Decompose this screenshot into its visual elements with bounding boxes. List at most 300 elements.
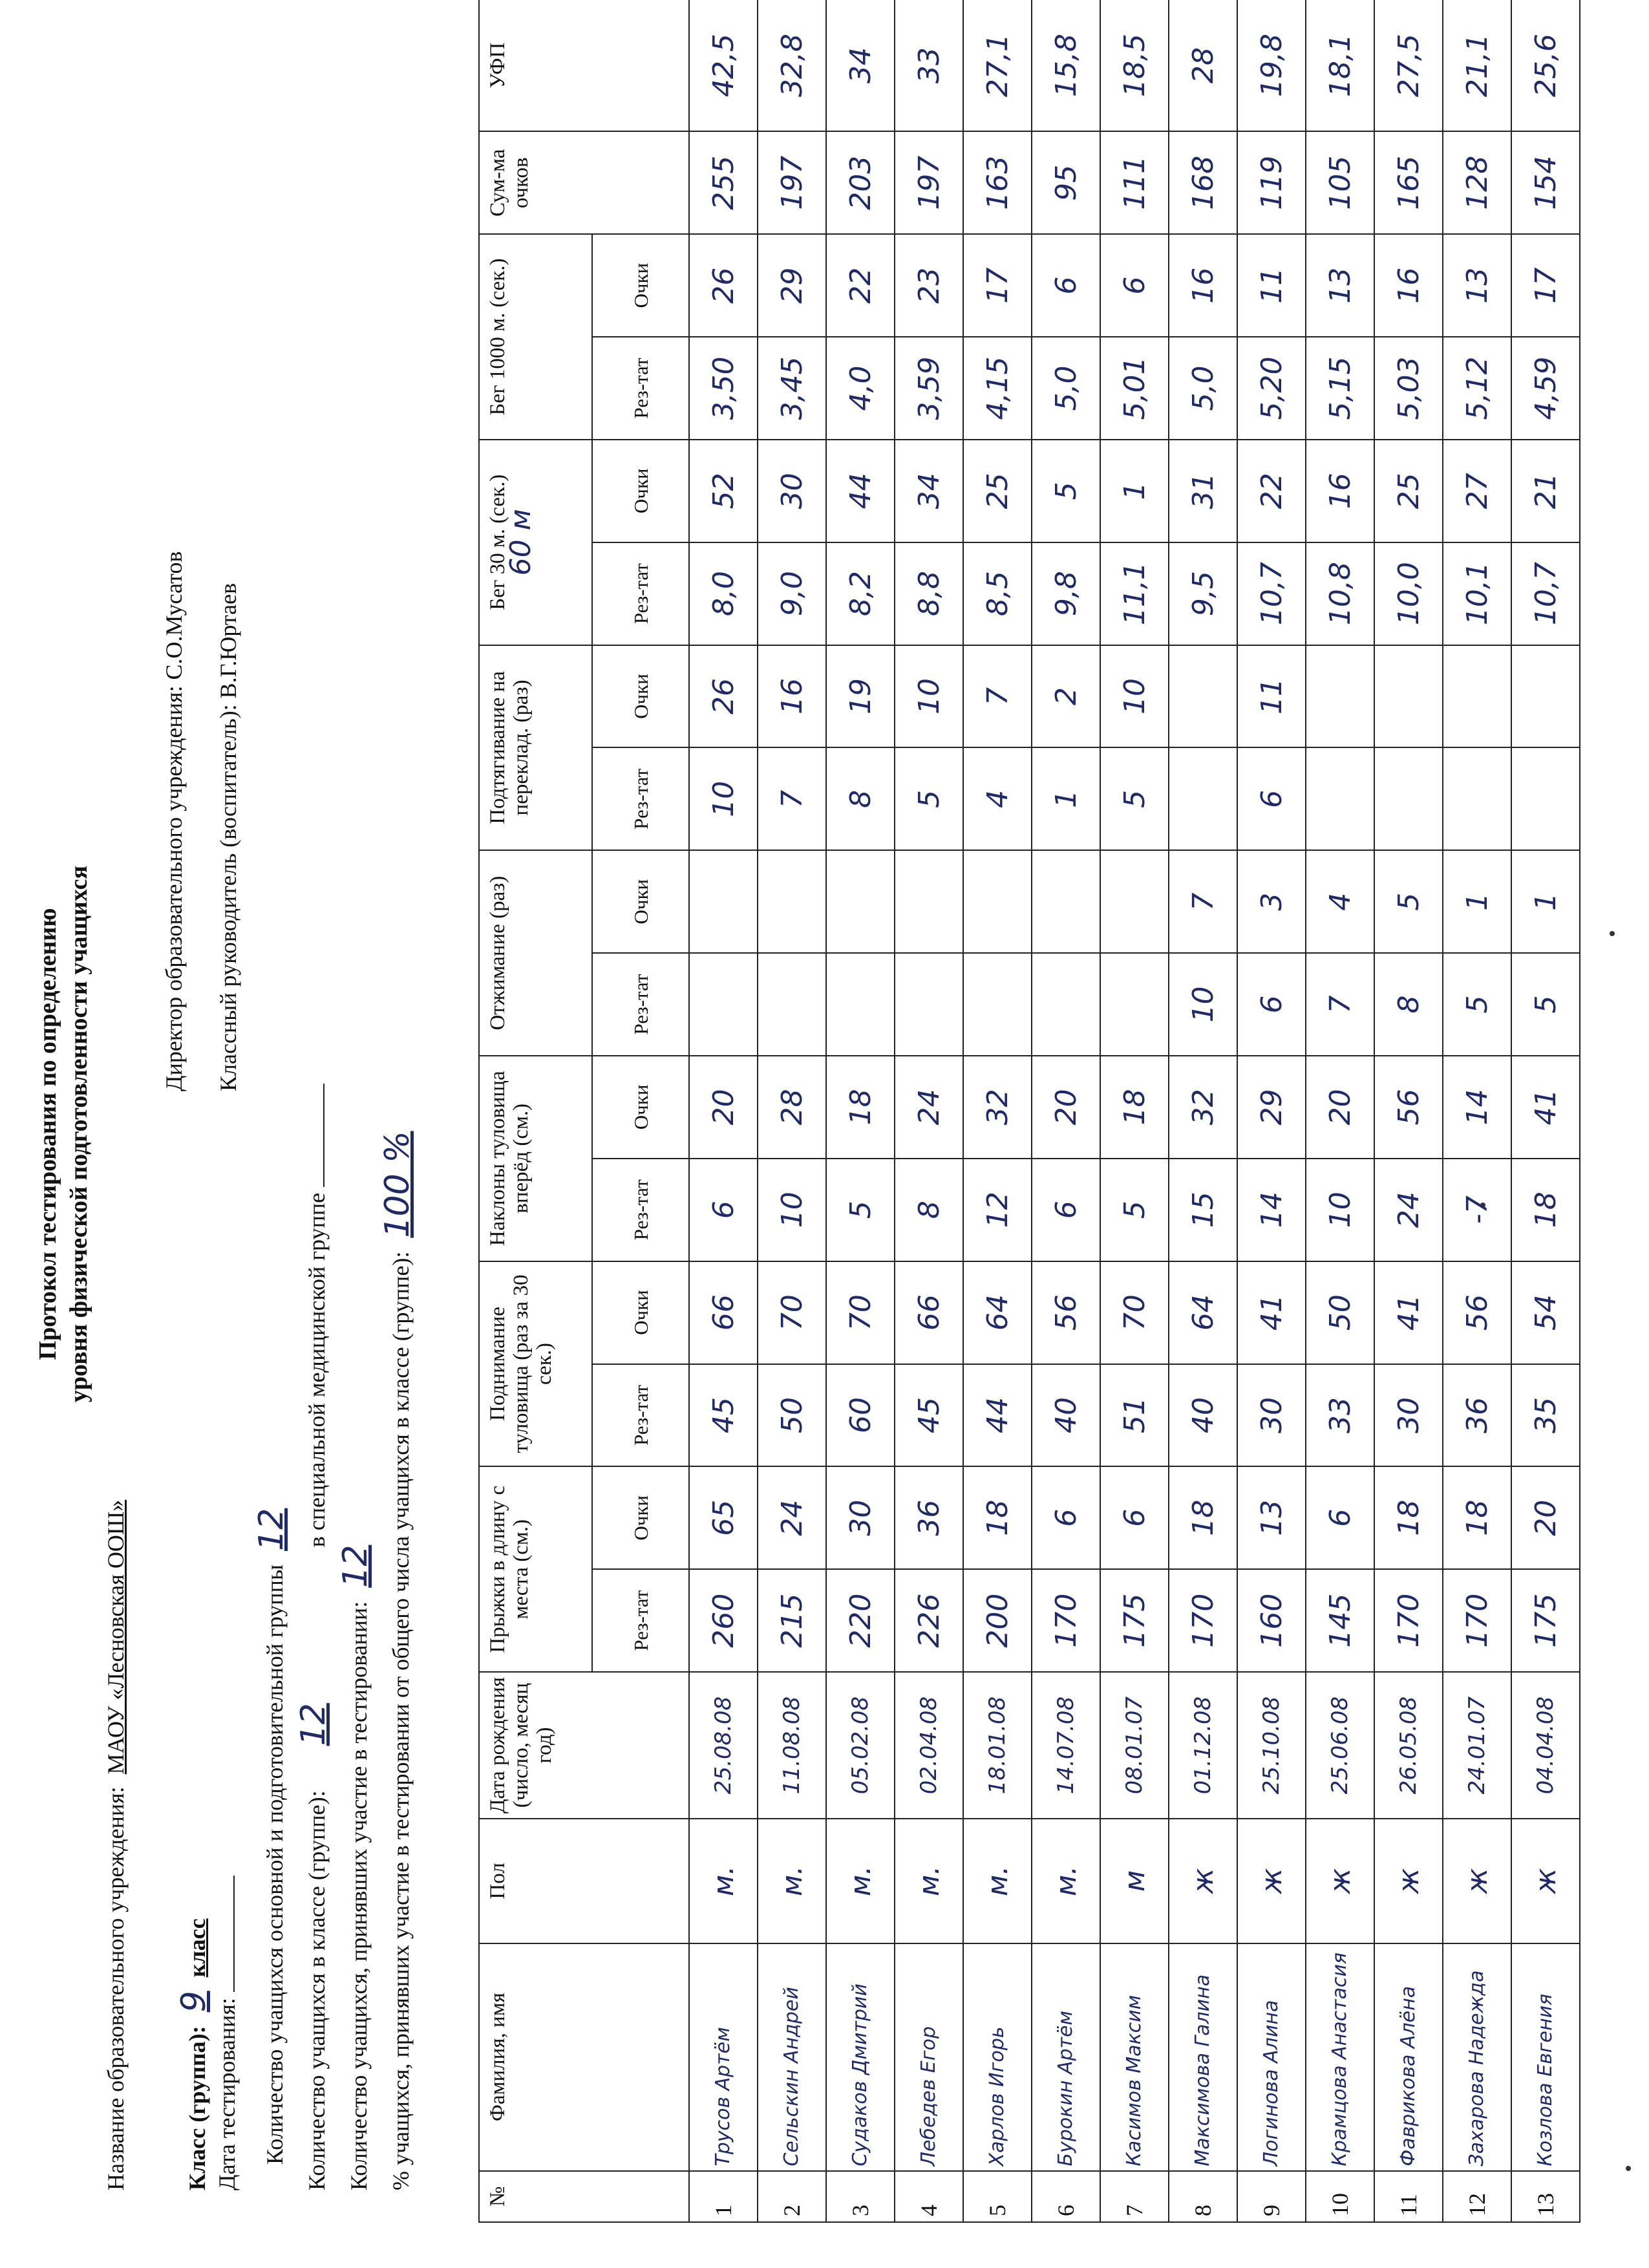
student-sex: ж [1443,1819,1511,1943]
count-class-line [294,1084,333,2190]
run1000-points: 13 [1443,234,1511,337]
subheader-result: Рез-тат [592,1364,689,1467]
pullups-result [1374,747,1443,850]
pushups-points: 1 [1511,850,1580,953]
bend-result: 6 [689,1159,758,1261]
run30-result: 9,0 [758,542,826,645]
birth-date: 04.04.08 [1511,1672,1580,1819]
jump-result: 170 [1443,1569,1511,1672]
bend-result: 24 [1374,1159,1443,1261]
jump-points: 6 [1032,1466,1100,1569]
count-main-label: Количество учащихся основной и подготовительной группы [262,1564,288,2165]
row-number: 7 [1100,2171,1169,2222]
run1000-result: 5,15 [1306,337,1374,440]
bend-result: 12 [963,1159,1032,1261]
run30-points: 52 [689,440,758,542]
situps-points: 70 [758,1261,826,1364]
jump-result: 226 [895,1569,963,1672]
situps-result: 33 [1306,1364,1374,1467]
run1000-points: 11 [1237,234,1306,337]
situps-points: 70 [826,1261,895,1364]
student-name: Бурокин Артём [1032,1943,1100,2171]
jump-points: 18 [1169,1466,1237,1569]
run1000-points: 23 [895,234,963,337]
pullups-result [1443,747,1511,850]
total-points: 128 [1443,131,1511,234]
teacher-line: Классный руководитель (воспитатель): В.Г.Юртаев [215,583,241,1091]
run30-points: 25 [963,440,1032,542]
run1000-result: 4,59 [1511,337,1580,440]
pushups-result: 7 [1306,953,1374,1056]
pullups-result [1169,747,1237,850]
total-points: 197 [758,131,826,234]
run30-result: 8,2 [826,542,895,645]
situps-points: 41 [1374,1261,1443,1364]
pushups-points [1032,850,1100,953]
ufp-value: 28 [1169,0,1237,131]
jump-points: 18 [1443,1466,1511,1569]
jump-result: 170 [1032,1569,1100,1672]
birth-date: 26.05.08 [1374,1672,1443,1819]
student-name: Лебедев Егор [895,1943,963,2171]
header-pushups: Отжимание (раз) [479,850,592,1056]
run1000-result: 5,20 [1237,337,1306,440]
subheader-result: Рез-тат [592,953,689,1056]
ufp-value: 34 [826,0,895,131]
run30-points: 44 [826,440,895,542]
pullups-points [1169,645,1237,748]
pullups-result: 10 [689,747,758,850]
pullups-result: 5 [1100,747,1169,850]
jump-result: 175 [1511,1569,1580,1672]
bend-points: 41 [1511,1056,1580,1159]
student-name: Козлова Евгения [1511,1943,1580,2171]
run30-points: 27 [1443,440,1511,542]
run30-result: 10,7 [1237,542,1306,645]
bend-result: -7 [1443,1159,1511,1261]
ufp-value: 32,8 [758,0,826,131]
situps-points: 50 [1306,1261,1374,1364]
table-row [1374,0,1443,2222]
run30-result: 10,1 [1443,542,1511,645]
ufp-value: 27,1 [963,0,1032,131]
bend-result: 6 [1032,1159,1100,1261]
jump-points: 6 [1100,1466,1169,1569]
student-sex: ж [1511,1819,1580,1943]
situps-points: 41 [1237,1261,1306,1364]
run1000-result: 4,15 [963,337,1032,440]
bend-result: 18 [1511,1159,1580,1261]
run30-result: 11,1 [1100,542,1169,645]
situps-result: 30 [1374,1364,1443,1467]
student-sex: ж [1169,1819,1237,1943]
run30-result: 9,5 [1169,542,1237,645]
pullups-points: 19 [826,645,895,748]
bend-points: 29 [1237,1056,1306,1159]
class-line [175,1918,213,2190]
pushups-result [1100,953,1169,1056]
subheader-points: Очки [592,1261,689,1364]
pushups-result: 5 [1511,953,1580,1056]
pullups-result: 7 [758,747,826,850]
run1000-points: 29 [758,234,826,337]
birth-date: 18.01.08 [963,1672,1032,1819]
run30-points: 21 [1511,440,1580,542]
bend-result: 10 [758,1159,826,1261]
jump-result: 170 [1169,1569,1237,1672]
pushups-points: 4 [1306,850,1374,953]
situps-points: 66 [689,1261,758,1364]
student-name: Сельскин Андрей [758,1943,826,2171]
pullups-points [1306,645,1374,748]
student-name: Фаврикова Алёна [1374,1943,1443,2171]
run30-result: 8,5 [963,542,1032,645]
pullups-points: 10 [1100,645,1169,748]
count-main-value: 12 [252,1508,291,1551]
birth-date: 14.07.08 [1032,1672,1100,1819]
table-row [1169,0,1237,2222]
pushups-points [1100,850,1169,953]
ufp-value: 18,1 [1306,0,1374,131]
bend-points: 18 [826,1056,895,1159]
bend-result: 15 [1169,1159,1237,1261]
run1000-result: 4,0 [826,337,895,440]
row-number: 1 [689,2171,758,2222]
jump-result: 260 [689,1569,758,1672]
class-label: Класс (группа): [184,2026,210,2190]
jump-points: 18 [1374,1466,1443,1569]
bend-result: 8 [895,1159,963,1261]
situps-result: 40 [1169,1364,1237,1467]
pullups-result: 6 [1237,747,1306,850]
run30-distance-note: 60 м [504,509,537,576]
run30-points: 31 [1169,440,1237,542]
subheader-points: Очки [592,440,689,542]
bend-result: 10 [1306,1159,1374,1261]
ufp-value: 15,8 [1032,0,1100,131]
student-sex: м. [689,1819,758,1943]
bend-points: 56 [1374,1056,1443,1159]
run30-result: 9,8 [1032,542,1100,645]
date-label: Дата тестирования: [214,1998,240,2190]
jump-points: 18 [963,1466,1032,1569]
row-number: 5 [963,2171,1032,2222]
table-row [758,0,826,2222]
date-blank [233,1876,235,1992]
student-sex: м. [963,1819,1032,1943]
table-row [826,0,895,2222]
pushups-result: 5 [1443,953,1511,1056]
situps-points: 64 [963,1261,1032,1364]
row-number: 6 [1032,2171,1100,2222]
table-row [1237,0,1306,2222]
subheader-result: Рез-тат [592,337,689,440]
bend-points: 20 [1306,1056,1374,1159]
subheader-result: Рез-тат [592,1159,689,1261]
student-name: Харлов Игорь [963,1943,1032,2171]
bend-points: 24 [895,1056,963,1159]
count-tested-label: Количество учащихся, принявших участие в тестировании: [346,1601,372,2190]
total-points: 255 [689,131,758,234]
run1000-result: 3,45 [758,337,826,440]
run1000-points: 26 [689,234,758,337]
table-row [1306,0,1374,2222]
header-run1000: Бег 1000 м. (сек.) [479,234,592,440]
birth-date: 25.10.08 [1237,1672,1306,1819]
student-name: Максимова Галина [1169,1943,1237,2171]
row-number: 4 [895,2171,963,2222]
pushups-points [963,850,1032,953]
pushups-result: 10 [1169,953,1237,1056]
total-points: 197 [895,131,963,234]
run1000-points: 17 [963,234,1032,337]
run30-result: 10,8 [1306,542,1374,645]
pushups-result [963,953,1032,1056]
ufp-value: 21,1 [1443,0,1511,131]
count-tested-line [336,1537,375,2190]
run1000-points: 6 [1032,234,1100,337]
count-main-line [252,1501,291,2165]
situps-result: 60 [826,1364,895,1467]
total-points: 119 [1237,131,1306,234]
jump-result: 170 [1374,1569,1443,1672]
run1000-result: 5,0 [1169,337,1237,440]
bend-result: 5 [1100,1159,1169,1261]
header-pullups: Подтягивание на переклад. (раз) [479,645,592,851]
run1000-points: 13 [1306,234,1374,337]
results-table-body [689,0,1580,2222]
pullups-result [1306,747,1374,850]
subheader-result: Рез-тат [592,1569,689,1672]
pushups-points [689,850,758,953]
jump-result: 175 [1100,1569,1169,1672]
jump-points: 30 [826,1466,895,1569]
pushups-points: 1 [1443,850,1511,953]
pullups-result: 1 [1032,747,1100,850]
jump-points: 24 [758,1466,826,1569]
student-sex: м. [826,1819,895,1943]
situps-points: 56 [1443,1261,1511,1364]
paper-speck [1610,931,1615,936]
header-jump: Прыжки в длину с места (см.) [479,1466,592,1672]
row-number: 10 [1306,2171,1374,2222]
run1000-points: 17 [1511,234,1580,337]
subheader-points: Очки [592,850,689,953]
header-situps: Поднимание туловища (раз за 30 сек.) [479,1261,592,1467]
percent-label: % учащихся, принявших участие в тестировании от общего числа учащихся в классе (группе): [388,1251,414,2190]
pullups-points [1443,645,1511,748]
run30-points: 34 [895,440,963,542]
subheader-result: Рез-тат [592,542,689,645]
birth-date: 08.01.07 [1100,1672,1169,1819]
subheader-points: Очки [592,645,689,748]
student-name: Судаков Дмитрий [826,1943,895,2171]
ufp-value: 42,5 [689,0,758,131]
table-row [895,0,963,2222]
pushups-result: 8 [1374,953,1443,1056]
bend-points: 20 [689,1056,758,1159]
percent-line [378,1123,417,2190]
situps-result: 30 [1237,1364,1306,1467]
student-name: Логинова Алина [1237,1943,1306,2171]
subheader-points: Очки [592,1466,689,1569]
situps-result: 51 [1100,1364,1169,1467]
document-title-line1: Протокол тестирования по определению [34,908,61,1360]
pushups-result [1032,953,1100,1056]
student-sex: ж [1306,1819,1374,1943]
total-points: 168 [1169,131,1237,234]
pullups-points: 11 [1237,645,1306,748]
run30-points: 5 [1032,440,1100,542]
run1000-result: 3,50 [689,337,758,440]
run1000-result: 5,12 [1443,337,1511,440]
run30-points: 25 [1374,440,1443,542]
pullups-points [1374,645,1443,748]
jump-points: 13 [1237,1466,1306,1569]
birth-date: 24.01.07 [1443,1672,1511,1819]
row-number: 13 [1511,2171,1580,2222]
ufp-value: 18,5 [1100,0,1169,131]
jump-result: 200 [963,1569,1032,1672]
run30-points: 16 [1306,440,1374,542]
pushups-result: 6 [1237,953,1306,1056]
ufp-value: 25,6 [1511,0,1580,131]
run30-result: 8,0 [689,542,758,645]
student-name: Касимов Максим [1100,1943,1169,2171]
institution-value: МАОУ «Лесновская ООШ» [103,1499,129,1775]
pullups-points: 10 [895,645,963,748]
row-number: 2 [758,2171,826,2222]
run30-result: 10,0 [1374,542,1443,645]
header-name: Фамилия, имя [479,1943,689,2171]
jump-points: 6 [1306,1466,1374,1569]
subheader-points: Очки [592,234,689,337]
bend-points: 28 [758,1056,826,1159]
date-line [213,1876,240,2190]
pushups-result [895,953,963,1056]
count-class-value: 12 [294,1703,333,1746]
situps-points: 56 [1032,1261,1100,1364]
run1000-result: 5,01 [1100,337,1169,440]
bend-points: 18 [1100,1056,1169,1159]
birth-date: 05.02.08 [826,1672,895,1819]
situps-points: 64 [1169,1261,1237,1364]
situps-points: 66 [895,1261,963,1364]
birth-date: 02.04.08 [895,1672,963,1819]
run1000-result: 3,59 [895,337,963,440]
director-line: Директор образовательного учреждения: С.О.Мусатов [161,551,187,1091]
pullups-points: 26 [689,645,758,748]
bend-points: 32 [963,1056,1032,1159]
pullups-result: 5 [895,747,963,850]
situps-points: 70 [1100,1261,1169,1364]
student-sex: м. [758,1819,826,1943]
run1000-result: 5,03 [1374,337,1443,440]
row-number: 9 [1237,2171,1306,2222]
student-sex: м [1100,1819,1169,1943]
count-special-label: в специальной медицинской группе [304,1192,330,1548]
run30-result: 8,8 [895,542,963,645]
pushups-points [826,850,895,953]
bend-result: 5 [826,1159,895,1261]
jump-result: 215 [758,1569,826,1672]
paper-speck [1626,2166,1631,2171]
run1000-points: 16 [1374,234,1443,337]
document-title-line2: уровня физической подготовленности учащихся [65,865,92,1403]
pushups-result [758,953,826,1056]
pushups-result [826,953,895,1056]
total-points: 163 [963,131,1032,234]
count-special-blank [323,1084,324,1187]
percent-value: 100 % [378,1131,417,1238]
situps-result: 45 [689,1364,758,1467]
run1000-result: 5,0 [1032,337,1100,440]
total-points: 95 [1032,131,1100,234]
row-number: 11 [1374,2171,1443,2222]
total-points: 105 [1306,131,1374,234]
run1000-points: 22 [826,234,895,337]
pushups-result [689,953,758,1056]
subheader-result: Рез-тат [592,747,689,850]
ufp-value: 27,5 [1374,0,1443,131]
situps-points: 54 [1511,1261,1580,1364]
situps-result: 35 [1511,1364,1580,1467]
student-name: Крамцова Анастасия [1306,1943,1374,2171]
ufp-value: 19,8 [1237,0,1306,131]
institution-label: Название образовательного учреждения: [103,1786,129,2190]
pushups-points: 3 [1237,850,1306,953]
birth-date: 25.06.08 [1306,1672,1374,1819]
pushups-points [758,850,826,953]
pullups-points [1511,645,1580,748]
student-sex: м. [895,1819,963,1943]
run1000-points: 16 [1169,234,1237,337]
jump-points: 36 [895,1466,963,1569]
student-name: Трусов Артём [689,1943,758,2171]
count-tested-value: 12 [336,1545,375,1588]
run30-points: 30 [758,440,826,542]
ufp-value: 33 [895,0,963,131]
student-sex: ж [1374,1819,1443,1943]
run30-points: 1 [1100,440,1169,542]
pullups-result: 8 [826,747,895,850]
birth-date: 25.08.08 [689,1672,758,1819]
count-class-label: Количество учащихся в классе (группе): [304,1790,330,2190]
total-points: 203 [826,131,895,234]
situps-result: 36 [1443,1364,1511,1467]
jump-result: 145 [1306,1569,1374,1672]
situps-result: 50 [758,1364,826,1467]
class-suffix: класс [184,1918,210,1978]
pushups-points: 5 [1374,850,1443,953]
header-total: Сум-ма очков [479,131,689,234]
bend-points: 20 [1032,1056,1100,1159]
pullups-points: 2 [1032,645,1100,748]
birth-date: 11.08.08 [758,1672,826,1819]
jump-result: 160 [1237,1569,1306,1672]
run1000-points: 6 [1100,234,1169,337]
pullups-points: 16 [758,645,826,748]
header-sex: Пол [479,1819,689,1943]
subheader-points: Очки [592,1056,689,1159]
results-table [478,0,1580,2223]
pullups-result: 4 [963,747,1032,850]
bend-points: 14 [1443,1056,1511,1159]
header-birth: Дата рождения (число, месяц год) [479,1672,689,1819]
jump-points: 20 [1511,1466,1580,1569]
pullups-result [1511,747,1580,850]
jump-points: 65 [689,1466,758,1569]
